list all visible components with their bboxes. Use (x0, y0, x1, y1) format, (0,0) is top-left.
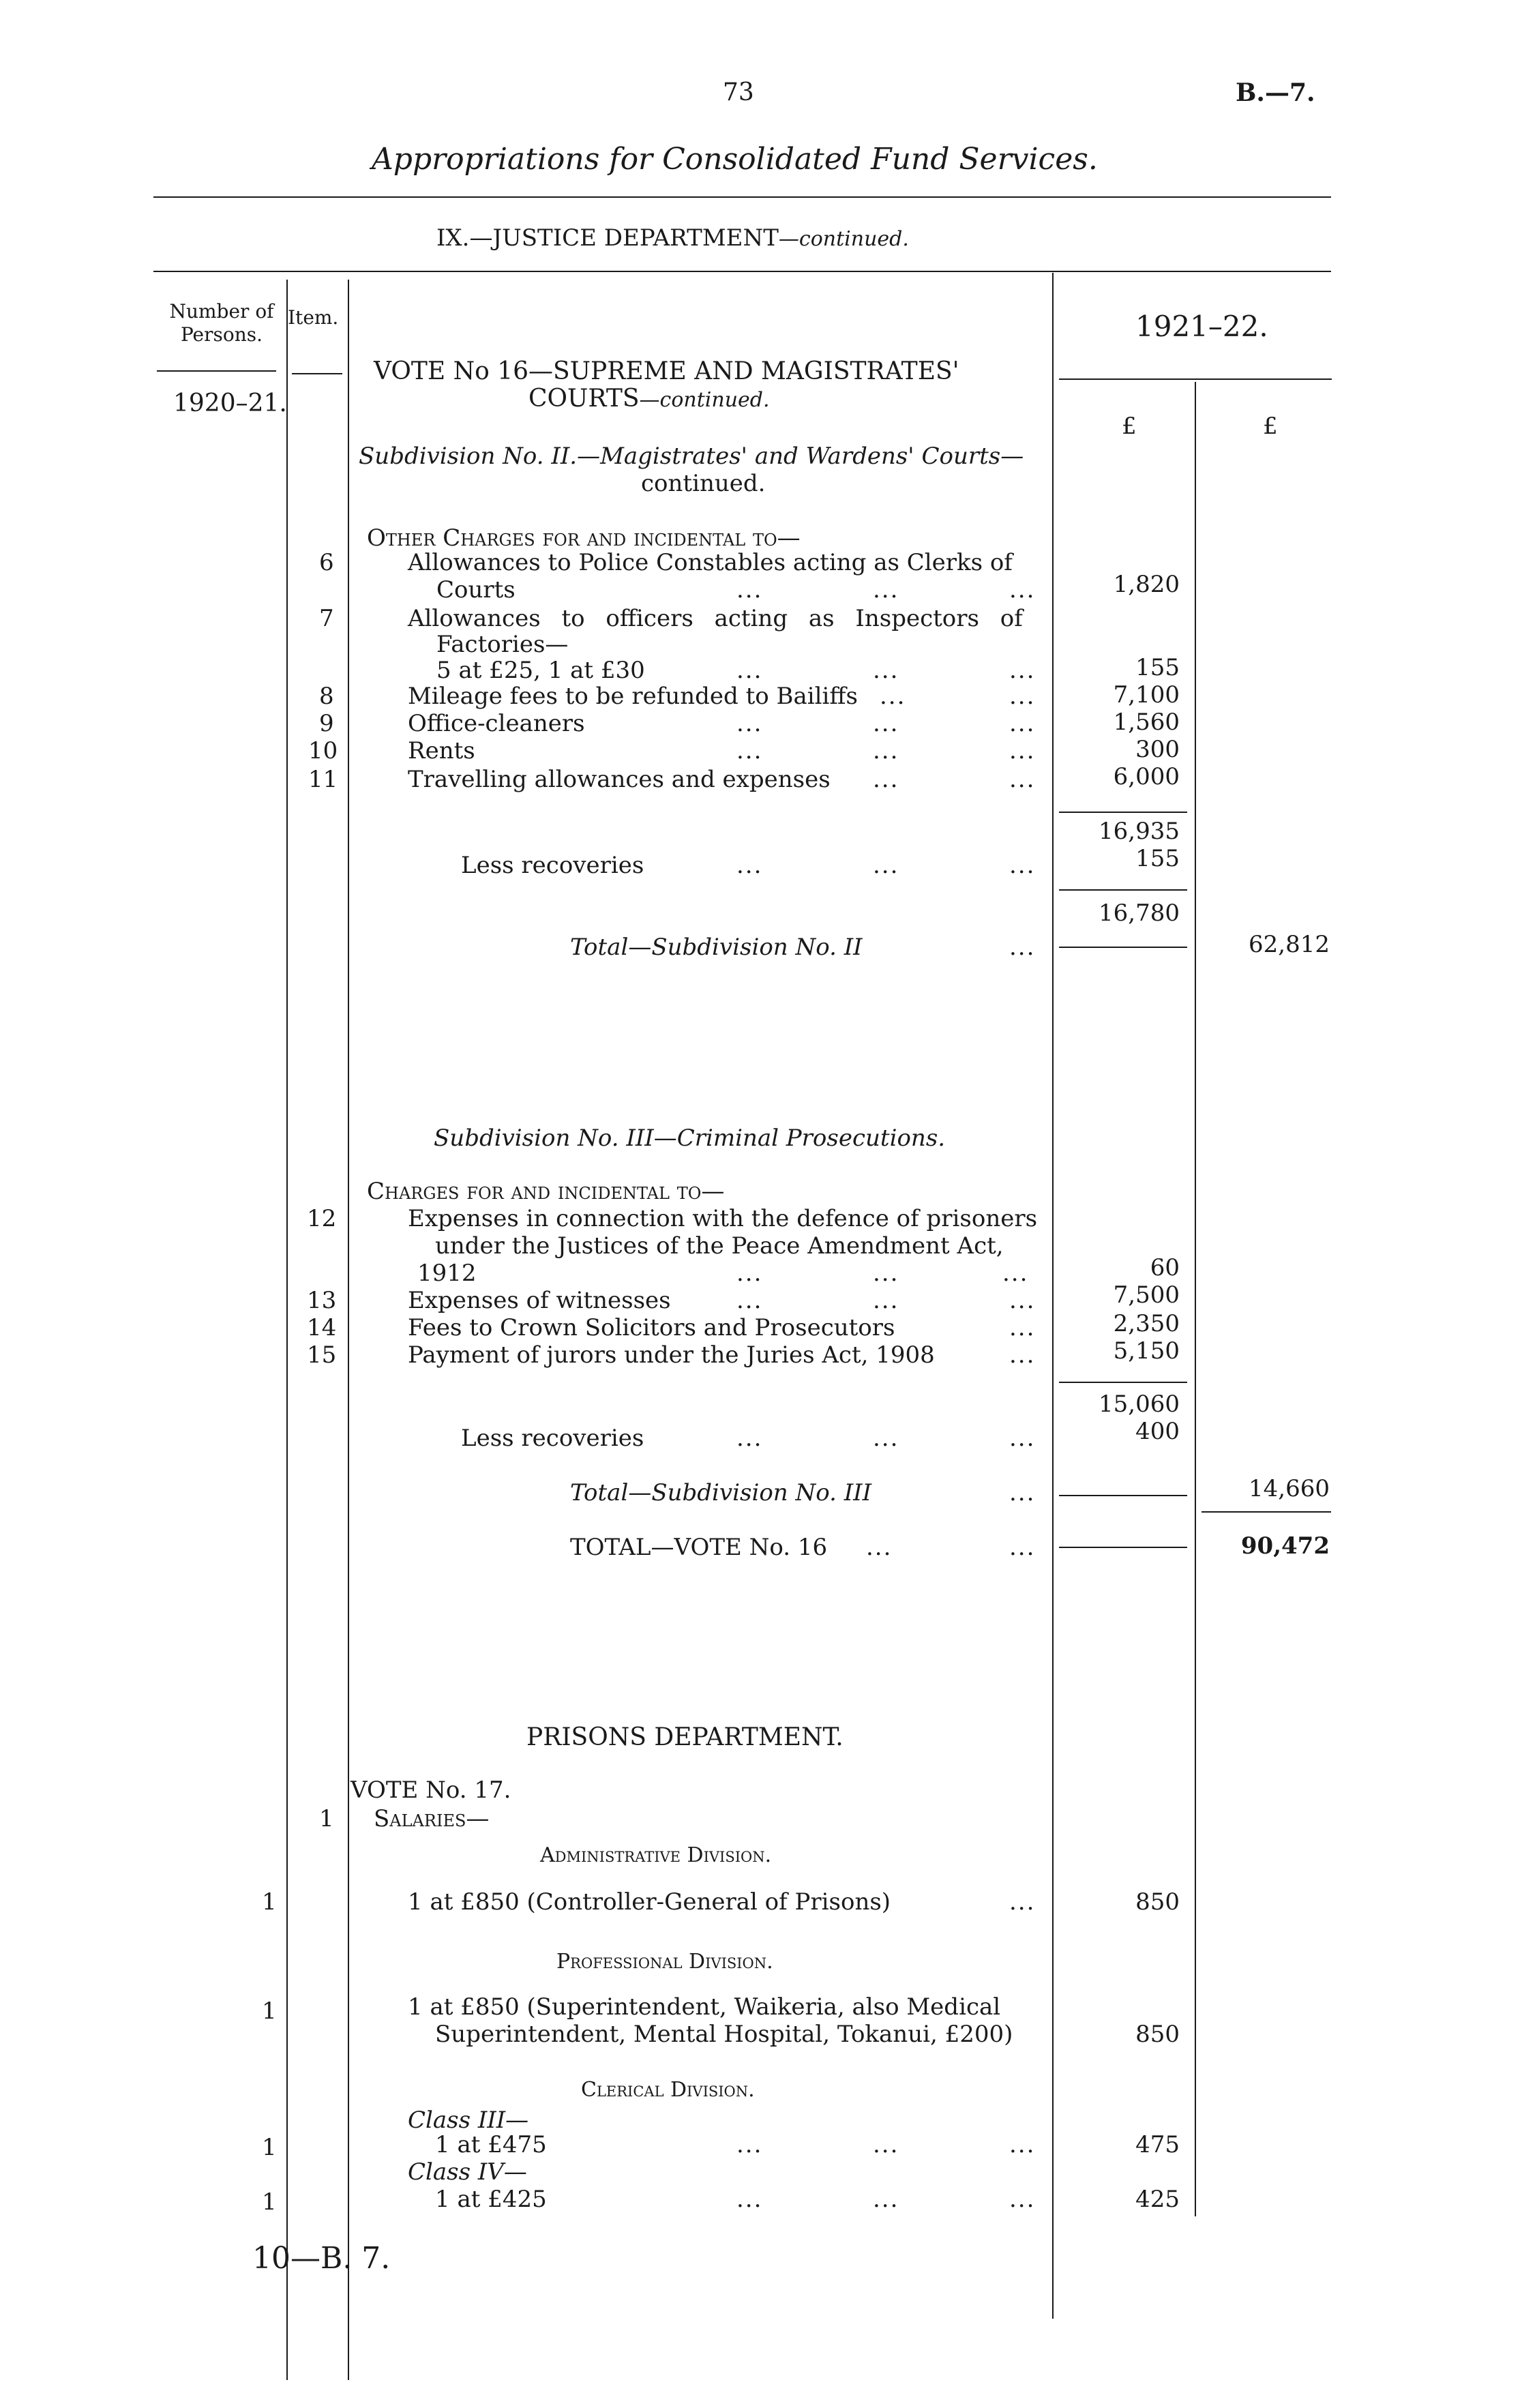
subtotal: 16,935 (1099, 818, 1180, 845)
admin-amount: 850 (1135, 1888, 1180, 1916)
vote16-title-line2: COURTS—continued. (528, 385, 770, 413)
leader-dots: ... (736, 852, 763, 879)
item-desc-cont: Factories— (436, 631, 569, 658)
less-recoveries: 155 (1135, 845, 1180, 872)
leader-dots: ... (873, 2186, 899, 2213)
leader-dots: ... (873, 1287, 899, 1314)
leader-dots: ... (1009, 1425, 1036, 1452)
leader-dots: ... (873, 710, 899, 737)
item-number: 12 (307, 1205, 337, 1232)
leader-dots: ... (736, 710, 763, 737)
leader-dots: ... (873, 576, 899, 604)
doc-code: B.—7. (1236, 78, 1315, 107)
item-amount: 60 (1150, 1254, 1180, 1281)
item-number: 1 (319, 1805, 334, 1832)
class4-line: 1 at £425 (435, 2186, 547, 2213)
leader-dots: ... (1009, 576, 1036, 604)
total-subdiv2-label: Total—Subdivision No. II (570, 934, 863, 961)
item-number: 6 (319, 549, 334, 576)
item-desc: Rents (408, 737, 475, 764)
salaries-heading: Salaries— (374, 1805, 490, 1832)
admin-line: 1 at £850 (Controller-General of Prisons) (408, 1888, 891, 1916)
item-amount: 1,560 (1113, 709, 1180, 736)
item-desc-cont: 5 at £25, 1 at £30 (436, 657, 645, 684)
net-rule (1059, 889, 1187, 891)
col-divider-total (1195, 382, 1196, 2216)
page-number: 73 (723, 78, 754, 106)
department-title: IX.—JUSTICE DEPARTMENT—continued. (436, 224, 909, 252)
subdiv2-cont: continued. (641, 470, 766, 497)
item-desc: Payment of jurors under the Juries Act, 1908 (408, 1341, 935, 1369)
total-vote: 90,472 (1240, 1532, 1330, 1560)
persons-header-rule (157, 370, 276, 372)
subtotal-rule (1059, 812, 1187, 813)
item-number: 13 (307, 1287, 337, 1314)
year-header-left: 1920–21. (173, 389, 287, 417)
persons-count: 1 (262, 1888, 277, 1916)
leader-dots: ... (1009, 2186, 1036, 2213)
less-recoveries-label: Less recoveries (461, 852, 644, 879)
item-desc: Allowances to officers acting as Inspectors of (408, 605, 1023, 632)
total-vote-label: TOTAL—VOTE No. 16 (570, 1534, 828, 1561)
item-number: 15 (307, 1341, 337, 1369)
leader-dots: ... (1009, 766, 1036, 793)
item-amount: 2,350 (1113, 1310, 1180, 1337)
item-number: 9 (319, 710, 334, 737)
item-desc-cont: Courts (436, 576, 516, 604)
class3-amount: 475 (1135, 2131, 1180, 2158)
leader-dots: ... (736, 1287, 763, 1314)
professional-division: Professional Division. (556, 1950, 773, 1974)
leader-dots: ... (880, 683, 906, 710)
vote16-title-line1: VOTE No 16—SUPREME AND MAGISTRATES' (374, 357, 959, 385)
item-number: 8 (319, 683, 334, 710)
leader-dots: ... (1009, 657, 1036, 684)
total-subdiv2-rule (1059, 947, 1187, 948)
total-subdiv3-label: Total—Subdivision No. III (570, 1479, 872, 1506)
total-subdiv3: 14,660 (1249, 1475, 1330, 1502)
item-amount: 7,100 (1113, 681, 1180, 709)
class3-line: 1 at £475 (435, 2131, 547, 2158)
item-number: 7 (319, 605, 334, 632)
leader-dots: ... (1009, 1287, 1036, 1314)
item-desc: Travelling allowances and expenses (408, 766, 831, 793)
leader-dots: ... (1009, 1341, 1036, 1369)
subtotal3-rule (1059, 1382, 1187, 1383)
item-desc: Mileage fees to be refunded to Bailiffs (408, 683, 858, 710)
leader-dots: ... (873, 1425, 899, 1452)
running-title: Appropriations for Consolidated Fund Services. (372, 142, 1098, 177)
total-vote-rule (1059, 1547, 1187, 1548)
leader-dots: ... (873, 1260, 899, 1287)
item-desc-cont: under the Justices of the Peace Amendment Act, (435, 1232, 1004, 1260)
item-desc-cont: 1912 (417, 1260, 477, 1287)
currency-col2: £ (1263, 413, 1278, 440)
leader-dots: ... (736, 657, 763, 684)
leader-dots: ... (873, 766, 899, 793)
leader-dots: ... (1009, 1888, 1036, 1916)
less-recoveries3: 400 (1135, 1418, 1180, 1445)
persons-count: 1 (262, 1997, 277, 2025)
class3-label: Class III— (408, 2107, 529, 2134)
vote17-title: VOTE No. 17. (350, 1777, 511, 1804)
clerical-division: Clerical Division. (581, 2078, 755, 2102)
item-amount: 155 (1135, 654, 1180, 681)
item-amount: 7,500 (1113, 1281, 1180, 1309)
leader-dots: ... (1009, 1479, 1036, 1506)
prisons-heading: PRISONS DEPARTMENT. (526, 1723, 844, 1751)
item-number: 10 (308, 737, 338, 764)
prof-amount: 850 (1135, 2021, 1180, 2048)
item-desc: Fees to Crown Solicitors and Prosecutors (408, 1314, 895, 1341)
other-charges-heading: Other Charges for and incidental to— (367, 524, 801, 552)
class4-amount: 425 (1135, 2186, 1180, 2213)
subdiv2-title: Subdivision No. II.—Magistrates' and Wardens' Courts— (359, 443, 1024, 470)
total-subdiv3-rule (1059, 1495, 1187, 1496)
net-amount: 16,780 (1099, 900, 1180, 927)
table-top-rule (153, 271, 1331, 272)
item-header-rule (292, 373, 342, 374)
item-amount: 300 (1135, 736, 1180, 763)
item-number: 11 (308, 766, 338, 793)
footer-signature: 10—B. 7. (252, 2241, 391, 2276)
leader-dots: ... (736, 2131, 763, 2158)
admin-division: Administrative Division. (540, 1843, 772, 1867)
subtotal3: 15,060 (1099, 1391, 1180, 1418)
leader-dots: ... (1009, 710, 1036, 737)
item-desc: Office-cleaners (408, 710, 585, 737)
less-recoveries3-label: Less recoveries (461, 1425, 644, 1452)
item-desc: Expenses of witnesses (408, 1287, 671, 1314)
total-subdiv2: 62,812 (1249, 931, 1330, 958)
currency-col1: £ (1122, 413, 1137, 440)
item-amount: 6,000 (1113, 763, 1180, 790)
item-header: Item. (288, 306, 339, 329)
persons-header: Number of Persons. (169, 300, 274, 346)
header-rule (153, 196, 1331, 198)
leader-dots: ... (736, 1425, 763, 1452)
prof-line1: 1 at £850 (Superintendent, Waikeria, also Medical (408, 1993, 1001, 2021)
leader-dots: ... (873, 657, 899, 684)
item-desc: Expenses in connection with the defence of prisoners (408, 1205, 1038, 1232)
item-amount: 5,150 (1113, 1337, 1180, 1365)
leader-dots: ... (873, 2131, 899, 2158)
leader-dots: ... (1002, 1260, 1029, 1287)
charges-heading: Charges for and incidental to— (367, 1178, 725, 1205)
leader-dots: ... (873, 737, 899, 764)
year-header-rule (1059, 378, 1332, 380)
item-number: 14 (307, 1314, 337, 1341)
leader-dots: ... (1009, 683, 1036, 710)
persons-count: 1 (262, 2188, 277, 2216)
persons-count: 1 (262, 2134, 277, 2161)
leader-dots: ... (1009, 2131, 1036, 2158)
leader-dots: ... (866, 1534, 893, 1561)
leader-dots: ... (1009, 934, 1036, 961)
class4-label: Class IV— (408, 2158, 527, 2186)
col-divider-persons (286, 280, 288, 2380)
leader-dots: ... (1009, 737, 1036, 764)
prof-line2: Superintendent, Mental Hospital, Tokanui, £200) (435, 2021, 1013, 2048)
leader-dots: ... (736, 2186, 763, 2213)
leader-dots: ... (1009, 852, 1036, 879)
leader-dots: ... (1009, 1534, 1036, 1561)
subdiv3-title: Subdivision No. III—Criminal Prosecutions. (434, 1125, 946, 1152)
col-divider-amount (1052, 273, 1054, 2319)
total-vote-top-rule (1202, 1511, 1331, 1513)
leader-dots: ... (873, 852, 899, 879)
leader-dots: ... (736, 737, 763, 764)
item-desc: Allowances to Police Constables acting as Clerks of (408, 549, 1013, 576)
year-header-right: 1921–22. (1135, 310, 1268, 343)
leader-dots: ... (1009, 1314, 1036, 1341)
item-amount: 1,820 (1113, 571, 1180, 598)
leader-dots: ... (736, 1260, 763, 1287)
col-divider-item (348, 280, 349, 2380)
leader-dots: ... (736, 576, 763, 604)
